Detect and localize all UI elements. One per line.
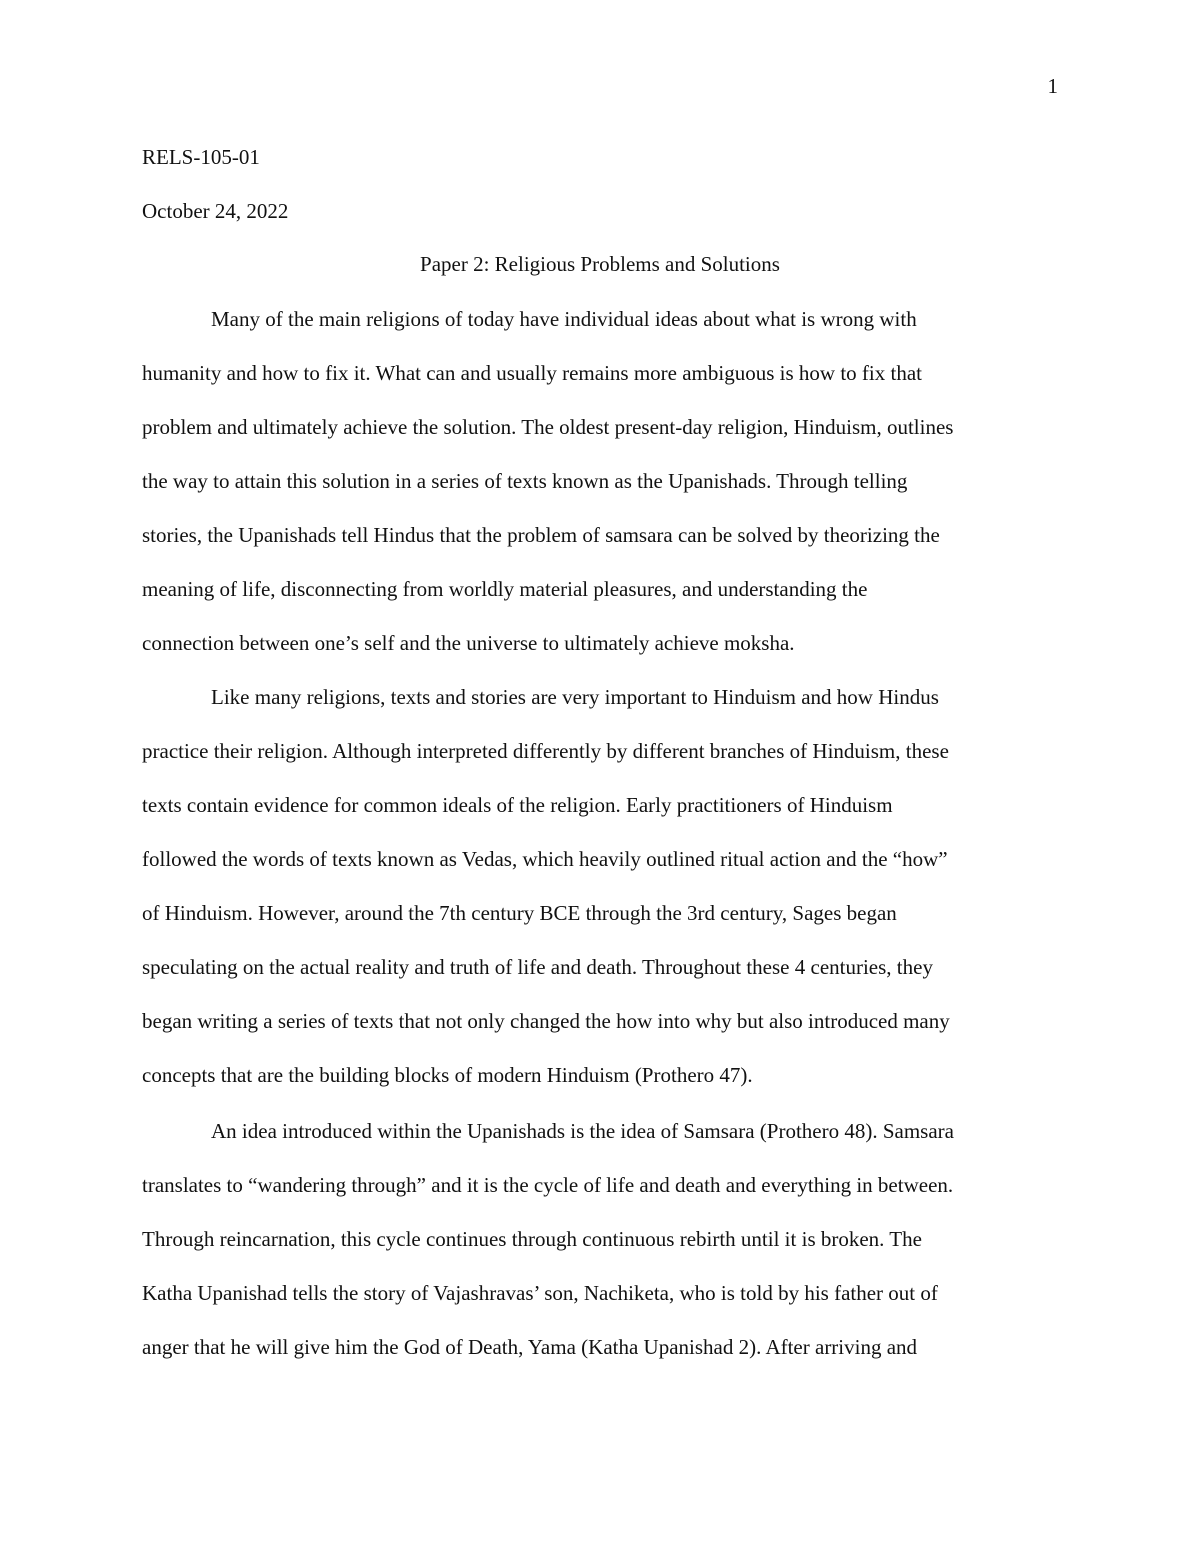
paragraph-1-line-1: Many of the main religions of today have individual ideas about what is wrong with (211, 307, 917, 331)
paragraph-1-line-6: meaning of life, disconnecting from worldly material pleasures, and understanding the (142, 577, 868, 601)
paragraph-3-line-5: anger that he will give him the God of Death, Yama (Katha Upanishad 2). After arriving and (142, 1335, 918, 1359)
paragraph-1-line-3: problem and ultimately achieve the solution. The oldest present-day religion, Hinduism, outlines (142, 415, 954, 439)
paragraph-2-line-6: speculating on the actual reality and truth of life and death. Throughout these 4 centuries, they (142, 955, 933, 979)
paragraph-3-line-3: Through reincarnation, this cycle continues through continuous rebirth until it is broken. The (142, 1227, 922, 1251)
paragraph-2-line-8: concepts that are the building blocks of modern Hinduism (Prothero 47). (142, 1063, 753, 1087)
page-number: 1 (1047, 74, 1058, 98)
paper-title: Paper 2: Religious Problems and Solutions (420, 252, 780, 276)
date: October 24, 2022 (142, 199, 289, 223)
course-code: RELS-105-01 (142, 145, 260, 169)
paragraph-2-line-3: texts contain evidence for common ideals of the religion. Early practitioners of Hinduism (142, 793, 893, 817)
paragraph-3-line-1: An idea introduced within the Upanishads is the idea of Samsara (Prothero 48). Samsara (211, 1119, 954, 1143)
paragraph-2-line-5: of Hinduism. However, around the 7th century BCE through the 3rd century, Sages began (142, 901, 897, 925)
paragraph-2-line-4: followed the words of texts known as Vedas, which heavily outlined ritual action and the “how” (142, 847, 948, 871)
paragraph-2-line-2: practice their religion. Although interpreted differently by different branches of Hinduism, these (142, 739, 949, 763)
paragraph-2-line-7: began writing a series of texts that not only changed the how into why but also introduced many (142, 1009, 950, 1033)
paragraph-2-line-1: Like many religions, texts and stories are very important to Hinduism and how Hindus (211, 685, 939, 709)
paragraph-1-line-5: stories, the Upanishads tell Hindus that the problem of samsara can be solved by theorizing the (142, 523, 940, 547)
paragraph-3-line-2: translates to “wandering through” and it is the cycle of life and death and everything in between. (142, 1173, 954, 1197)
paragraph-1-line-2: humanity and how to fix it. What can and usually remains more ambiguous is how to fix that (142, 361, 922, 385)
paragraph-3-line-4: Katha Upanishad tells the story of Vajashravas’ son, Nachiketa, who is told by his father out of (142, 1281, 938, 1305)
paragraph-1-line-7: connection between one’s self and the universe to ultimately achieve moksha. (142, 631, 795, 655)
paragraph-1-line-4: the way to attain this solution in a series of texts known as the Upanishads. Through telling (142, 469, 908, 493)
